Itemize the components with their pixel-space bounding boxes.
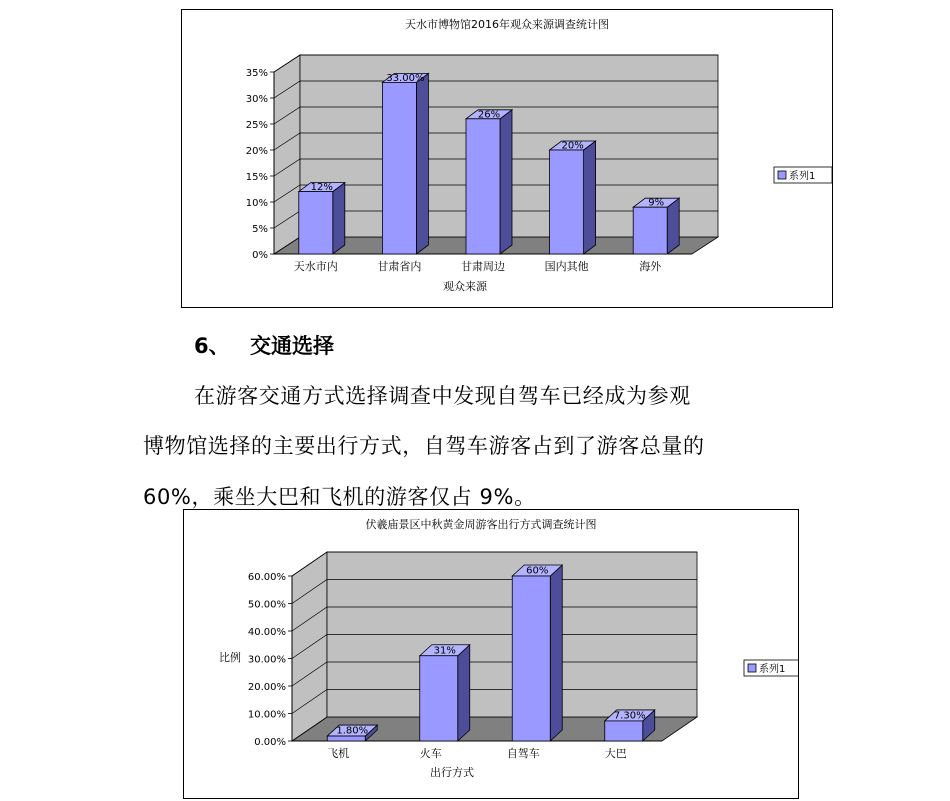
section-heading xyxy=(194,330,334,360)
x-tick-label: 海外 xyxy=(639,260,662,273)
legend-label: 系列1 xyxy=(759,664,786,675)
bar-side xyxy=(458,645,470,741)
paragraph-line: 博物馆选择的主要出行方式，自驾车游客占到了游客总量的 xyxy=(143,434,705,458)
x-tick-label: 甘肃省内 xyxy=(377,260,422,273)
y-tick-label: 10.00% xyxy=(247,709,286,721)
data-label: 33.00% xyxy=(386,72,425,84)
visitor-source-chart-svg xyxy=(182,10,832,307)
legend-label: 系列1 xyxy=(789,171,816,182)
bar xyxy=(382,82,416,254)
data-label: 20% xyxy=(561,140,584,152)
data-label: 31% xyxy=(433,645,456,657)
section-title: 交通选择 xyxy=(250,334,334,358)
y-axis-label: 比例 xyxy=(219,651,241,664)
y-tick-label: 30% xyxy=(245,94,268,105)
paragraph-line: 60%，乘坐大巴和飞机的游客仅占 9%。 xyxy=(143,485,536,509)
y-tick-label: 60.00% xyxy=(247,572,286,583)
chart-title: 天水市博物馆2016年观众来源调查统计图 xyxy=(405,18,609,31)
bar-side xyxy=(584,141,596,254)
y-tick-label: 0.00% xyxy=(254,737,286,748)
bar xyxy=(466,119,500,254)
y-tick-label: 40.00% xyxy=(247,627,286,638)
bar-side xyxy=(416,73,428,254)
bar-side xyxy=(667,198,679,254)
data-label: 1.80% xyxy=(336,725,369,737)
x-tick-label: 国内其他 xyxy=(544,260,589,273)
y-tick-label: 0% xyxy=(252,250,268,261)
y-tick-label: 15% xyxy=(245,172,268,183)
bar-side xyxy=(550,565,562,741)
data-label: 12% xyxy=(310,182,333,194)
y-tick-label: 5% xyxy=(252,224,268,235)
transport-mode-chart-svg xyxy=(184,510,798,798)
bar xyxy=(512,576,550,741)
data-label: 7.30% xyxy=(613,710,646,722)
bar-side xyxy=(500,110,512,254)
y-tick-label: 50.00% xyxy=(247,599,286,611)
paragraph-line: 在游客交通方式选择调查中发现自驾车已经成为参观 xyxy=(194,384,691,408)
y-tick-label: 20.00% xyxy=(247,682,286,693)
x-tick-label: 天水市内 xyxy=(293,260,338,273)
bar xyxy=(605,721,643,741)
legend-swatch xyxy=(778,171,786,179)
chart-side-wall xyxy=(274,55,300,254)
x-axis-label: 出行方式 xyxy=(430,766,474,779)
y-tick-label: 10% xyxy=(245,198,268,209)
x-tick-label: 飞机 xyxy=(327,747,350,760)
x-axis-label: 观众来源 xyxy=(443,280,487,293)
section-number: 6、 xyxy=(194,334,230,358)
bar xyxy=(299,192,333,254)
data-label: 9% xyxy=(648,197,665,209)
bar xyxy=(633,207,667,254)
x-tick-label: 火车 xyxy=(419,747,442,760)
x-tick-label: 自驾车 xyxy=(506,747,540,760)
visitor-source-chart xyxy=(181,9,833,308)
bar-side xyxy=(333,183,345,254)
data-label: 60% xyxy=(526,565,549,577)
y-tick-label: 20% xyxy=(245,146,268,157)
y-tick-label: 35% xyxy=(245,68,268,79)
chart-title: 伏羲庙景区中秋黄金周游客出行方式调查统计图 xyxy=(365,518,597,531)
y-tick-label: 25% xyxy=(245,120,268,131)
y-tick-label: 30.00% xyxy=(247,654,286,666)
legend-swatch xyxy=(748,664,756,672)
transport-mode-chart xyxy=(183,509,799,799)
data-label: 26% xyxy=(477,109,501,121)
bar xyxy=(420,656,458,741)
x-tick-label: 大巴 xyxy=(604,747,627,760)
bar xyxy=(327,736,365,741)
bar xyxy=(550,150,584,254)
x-tick-label: 甘肃周边 xyxy=(461,260,505,273)
